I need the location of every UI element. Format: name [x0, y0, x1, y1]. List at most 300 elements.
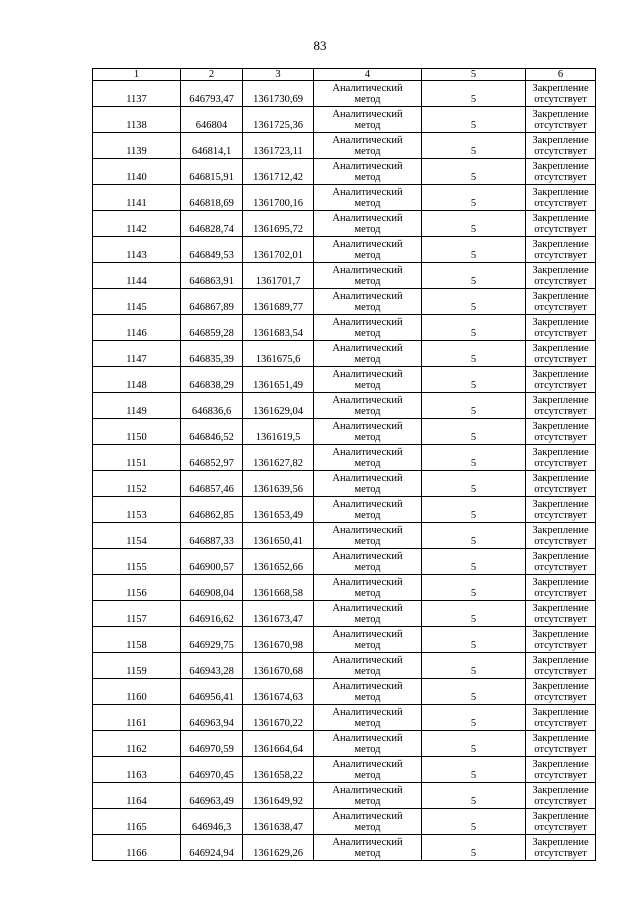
- method-cell-line: метод: [354, 405, 381, 417]
- table-row: [93, 107, 596, 133]
- method-cell-line: Аналитический: [332, 134, 403, 146]
- y-coordinate-cell: 1361670,22: [243, 705, 314, 731]
- fixation-cell: [526, 263, 596, 289]
- method-cell: [314, 393, 422, 419]
- point-number-cell: 1147: [93, 341, 181, 367]
- method-cell-line: метод: [354, 353, 381, 365]
- method-cell-line: метод: [354, 93, 381, 105]
- y-coordinate-cell: 1361629,26: [243, 835, 314, 861]
- fixation-cell-line: отсутствует: [534, 769, 587, 781]
- table-body: [93, 81, 596, 861]
- fixation-cell-line: Закрепление: [532, 758, 589, 770]
- table-row: [93, 263, 596, 289]
- y-coordinate-cell: 1361723,11: [243, 133, 314, 159]
- fixation-cell-line: Закрепление: [532, 420, 589, 432]
- fixation-cell-line: отсутствует: [534, 561, 587, 573]
- accuracy-cell: 5: [422, 627, 526, 653]
- y-coordinate-cell: 1361638,47: [243, 809, 314, 835]
- accuracy-cell: 5: [422, 185, 526, 211]
- fixation-cell: [526, 575, 596, 601]
- x-coordinate-cell: 646838,29: [181, 367, 243, 393]
- table-row: [93, 835, 596, 861]
- x-coordinate-cell: 646867,89: [181, 289, 243, 315]
- x-coordinate-cell: 646814,1: [181, 133, 243, 159]
- table-row: [93, 471, 596, 497]
- fixation-cell: [526, 81, 596, 107]
- fixation-cell: [526, 705, 596, 731]
- fixation-cell-line: отсутствует: [534, 301, 587, 313]
- method-cell: [314, 81, 422, 107]
- fixation-cell: [526, 393, 596, 419]
- accuracy-cell: 5: [422, 497, 526, 523]
- y-coordinate-cell: 1361700,16: [243, 185, 314, 211]
- point-number-cell: 1154: [93, 523, 181, 549]
- method-cell-line: Аналитический: [332, 212, 403, 224]
- accuracy-cell: 5: [422, 523, 526, 549]
- y-coordinate-cell: 1361730,69: [243, 81, 314, 107]
- table-row: [93, 133, 596, 159]
- table-row: [93, 445, 596, 471]
- table-row: [93, 81, 596, 107]
- fixation-cell-line: Закрепление: [532, 810, 589, 822]
- table-row: [93, 653, 596, 679]
- fixation-cell-line: Закрепление: [532, 732, 589, 744]
- table-row: [93, 731, 596, 757]
- method-cell-line: Аналитический: [332, 264, 403, 276]
- fixation-cell: [526, 627, 596, 653]
- method-cell-line: Аналитический: [332, 836, 403, 848]
- fixation-cell: [526, 731, 596, 757]
- x-coordinate-cell: 646929,75: [181, 627, 243, 653]
- table-row: [93, 679, 596, 705]
- table-row: [93, 549, 596, 575]
- method-cell-line: Аналитический: [332, 498, 403, 510]
- method-cell-line: метод: [354, 613, 381, 625]
- method-cell-line: Аналитический: [332, 108, 403, 120]
- method-cell-line: метод: [354, 483, 381, 495]
- accuracy-cell: 5: [422, 237, 526, 263]
- method-cell: [314, 419, 422, 445]
- fixation-cell: [526, 419, 596, 445]
- accuracy-cell: 5: [422, 315, 526, 341]
- x-coordinate-cell: 646916,62: [181, 601, 243, 627]
- y-coordinate-cell: 1361683,54: [243, 315, 314, 341]
- method-cell-line: метод: [354, 301, 381, 313]
- fixation-cell-line: отсутствует: [534, 847, 587, 859]
- fixation-cell-line: отсутствует: [534, 457, 587, 469]
- y-coordinate-cell: 1361627,82: [243, 445, 314, 471]
- x-coordinate-cell: 646835,39: [181, 341, 243, 367]
- accuracy-cell: 5: [422, 705, 526, 731]
- accuracy-cell: 5: [422, 549, 526, 575]
- point-number-cell: 1142: [93, 211, 181, 237]
- fixation-cell-line: отсутствует: [534, 93, 587, 105]
- accuracy-cell: 5: [422, 289, 526, 315]
- method-cell-line: Аналитический: [332, 446, 403, 458]
- fixation-cell: [526, 237, 596, 263]
- fixation-cell-line: Закрепление: [532, 186, 589, 198]
- fixation-cell-line: Закрепление: [532, 394, 589, 406]
- fixation-cell-line: отсутствует: [534, 691, 587, 703]
- point-number-cell: 1138: [93, 107, 181, 133]
- fixation-cell: [526, 679, 596, 705]
- method-cell-line: метод: [354, 431, 381, 443]
- method-cell: [314, 653, 422, 679]
- column-header: 4: [314, 69, 422, 81]
- method-cell-line: Аналитический: [332, 758, 403, 770]
- table-row: [93, 809, 596, 835]
- method-cell: [314, 107, 422, 133]
- y-coordinate-cell: 1361649,92: [243, 783, 314, 809]
- point-number-cell: 1151: [93, 445, 181, 471]
- y-coordinate-cell: 1361650,41: [243, 523, 314, 549]
- point-number-cell: 1155: [93, 549, 181, 575]
- fixation-cell-line: Закрепление: [532, 342, 589, 354]
- fixation-cell-line: отсутствует: [534, 275, 587, 287]
- method-cell-line: Аналитический: [332, 82, 403, 94]
- method-cell-line: метод: [354, 691, 381, 703]
- fixation-cell: [526, 185, 596, 211]
- y-coordinate-cell: 1361702,01: [243, 237, 314, 263]
- x-coordinate-cell: 646887,33: [181, 523, 243, 549]
- table-row: [93, 393, 596, 419]
- table-row: [93, 419, 596, 445]
- point-number-cell: 1148: [93, 367, 181, 393]
- point-number-cell: 1157: [93, 601, 181, 627]
- method-cell-line: Аналитический: [332, 602, 403, 614]
- point-number-cell: 1166: [93, 835, 181, 861]
- column-header: 5: [422, 69, 526, 81]
- fixation-cell: [526, 835, 596, 861]
- point-number-cell: 1145: [93, 289, 181, 315]
- method-cell-line: метод: [354, 223, 381, 235]
- table-row: [93, 341, 596, 367]
- method-cell-line: Аналитический: [332, 316, 403, 328]
- point-number-cell: 1165: [93, 809, 181, 835]
- method-cell: [314, 705, 422, 731]
- method-cell-line: метод: [354, 717, 381, 729]
- fixation-cell-line: отсутствует: [534, 639, 587, 651]
- fixation-cell: [526, 653, 596, 679]
- accuracy-cell: 5: [422, 367, 526, 393]
- method-cell-line: Аналитический: [332, 160, 403, 172]
- x-coordinate-cell: 646836,6: [181, 393, 243, 419]
- table-row: [93, 367, 596, 393]
- method-cell: [314, 601, 422, 627]
- point-number-cell: 1158: [93, 627, 181, 653]
- method-cell-line: метод: [354, 119, 381, 131]
- accuracy-cell: 5: [422, 211, 526, 237]
- table-row: [93, 523, 596, 549]
- x-coordinate-cell: 646863,91: [181, 263, 243, 289]
- fixation-cell-line: отсутствует: [534, 223, 587, 235]
- method-cell: [314, 237, 422, 263]
- method-cell-line: метод: [354, 795, 381, 807]
- method-cell-line: Аналитический: [332, 290, 403, 302]
- point-number-cell: 1163: [93, 757, 181, 783]
- method-cell: [314, 549, 422, 575]
- fixation-cell: [526, 341, 596, 367]
- method-cell-line: Аналитический: [332, 784, 403, 796]
- fixation-cell-line: Закрепление: [532, 212, 589, 224]
- table-row: [93, 159, 596, 185]
- y-coordinate-cell: 1361701,7: [243, 263, 314, 289]
- method-cell: [314, 445, 422, 471]
- fixation-cell: [526, 367, 596, 393]
- fixation-cell-line: отсутствует: [534, 821, 587, 833]
- fixation-cell-line: Закрепление: [532, 238, 589, 250]
- method-cell: [314, 367, 422, 393]
- method-cell: [314, 315, 422, 341]
- x-coordinate-cell: 646946,3: [181, 809, 243, 835]
- y-coordinate-cell: 1361658,22: [243, 757, 314, 783]
- x-coordinate-cell: 646859,28: [181, 315, 243, 341]
- fixation-cell-line: Закрепление: [532, 290, 589, 302]
- fixation-cell-line: Закрепление: [532, 602, 589, 614]
- method-cell-line: метод: [354, 561, 381, 573]
- fixation-cell: [526, 497, 596, 523]
- method-cell-line: Аналитический: [332, 238, 403, 250]
- method-cell-line: Аналитический: [332, 706, 403, 718]
- fixation-cell-line: Закрепление: [532, 628, 589, 640]
- y-coordinate-cell: 1361673,47: [243, 601, 314, 627]
- fixation-cell-line: отсутствует: [534, 145, 587, 157]
- method-cell: [314, 575, 422, 601]
- method-cell-line: Аналитический: [332, 342, 403, 354]
- column-header: 2: [181, 69, 243, 81]
- method-cell-line: метод: [354, 821, 381, 833]
- fixation-cell-line: Закрепление: [532, 576, 589, 588]
- y-coordinate-cell: 1361653,49: [243, 497, 314, 523]
- accuracy-cell: 5: [422, 107, 526, 133]
- fixation-cell: [526, 523, 596, 549]
- x-coordinate-cell: 646818,69: [181, 185, 243, 211]
- method-cell-line: Аналитический: [332, 680, 403, 692]
- y-coordinate-cell: 1361695,72: [243, 211, 314, 237]
- y-coordinate-cell: 1361689,77: [243, 289, 314, 315]
- x-coordinate-cell: 646924,94: [181, 835, 243, 861]
- method-cell-line: Аналитический: [332, 810, 403, 822]
- y-coordinate-cell: 1361712,42: [243, 159, 314, 185]
- fixation-cell: [526, 159, 596, 185]
- fixation-cell-line: Закрепление: [532, 368, 589, 380]
- fixation-cell-line: отсутствует: [534, 353, 587, 365]
- fixation-cell-line: отсутствует: [534, 431, 587, 443]
- column-header: 3: [243, 69, 314, 81]
- x-coordinate-cell: 646793,47: [181, 81, 243, 107]
- table-row: [93, 601, 596, 627]
- fixation-cell-line: Закрепление: [532, 524, 589, 536]
- accuracy-cell: 5: [422, 159, 526, 185]
- accuracy-cell: 5: [422, 757, 526, 783]
- x-coordinate-cell: 646849,53: [181, 237, 243, 263]
- y-coordinate-cell: 1361651,49: [243, 367, 314, 393]
- method-cell-line: Аналитический: [332, 654, 403, 666]
- point-number-cell: 1139: [93, 133, 181, 159]
- y-coordinate-cell: 1361725,36: [243, 107, 314, 133]
- table-row: [93, 289, 596, 315]
- accuracy-cell: 5: [422, 835, 526, 861]
- method-cell-line: метод: [354, 587, 381, 599]
- method-cell: [314, 133, 422, 159]
- point-number-cell: 1160: [93, 679, 181, 705]
- accuracy-cell: 5: [422, 809, 526, 835]
- fixation-cell-line: Закрепление: [532, 706, 589, 718]
- method-cell-line: Аналитический: [332, 368, 403, 380]
- fixation-cell-line: отсутствует: [534, 327, 587, 339]
- x-coordinate-cell: 646943,28: [181, 653, 243, 679]
- point-number-cell: 1161: [93, 705, 181, 731]
- method-cell-line: Аналитический: [332, 732, 403, 744]
- fixation-cell-line: Закрепление: [532, 784, 589, 796]
- method-cell-line: метод: [354, 197, 381, 209]
- x-coordinate-cell: 646852,97: [181, 445, 243, 471]
- x-coordinate-cell: 646815,91: [181, 159, 243, 185]
- method-cell-line: метод: [354, 769, 381, 781]
- x-coordinate-cell: 646963,49: [181, 783, 243, 809]
- method-cell: [314, 159, 422, 185]
- x-coordinate-cell: 646956,41: [181, 679, 243, 705]
- method-cell: [314, 757, 422, 783]
- method-cell-line: Аналитический: [332, 524, 403, 536]
- x-coordinate-cell: 646846,52: [181, 419, 243, 445]
- accuracy-cell: 5: [422, 601, 526, 627]
- fixation-cell-line: Закрепление: [532, 472, 589, 484]
- method-cell-line: метод: [354, 327, 381, 339]
- point-number-cell: 1141: [93, 185, 181, 211]
- accuracy-cell: 5: [422, 341, 526, 367]
- x-coordinate-cell: 646970,45: [181, 757, 243, 783]
- column-header: 6: [526, 69, 596, 81]
- fixation-cell-line: отсутствует: [534, 483, 587, 495]
- method-cell: [314, 783, 422, 809]
- method-cell: [314, 471, 422, 497]
- point-number-cell: 1152: [93, 471, 181, 497]
- table-row: [93, 211, 596, 237]
- x-coordinate-cell: 646804: [181, 107, 243, 133]
- point-number-cell: 1159: [93, 653, 181, 679]
- method-cell-line: Аналитический: [332, 550, 403, 562]
- method-cell: [314, 289, 422, 315]
- accuracy-cell: 5: [422, 81, 526, 107]
- method-cell: [314, 263, 422, 289]
- point-number-cell: 1143: [93, 237, 181, 263]
- method-cell-line: Аналитический: [332, 186, 403, 198]
- accuracy-cell: 5: [422, 679, 526, 705]
- point-number-cell: 1140: [93, 159, 181, 185]
- method-cell: [314, 211, 422, 237]
- method-cell: [314, 731, 422, 757]
- fixation-cell-line: Закрепление: [532, 264, 589, 276]
- method-cell-line: метод: [354, 249, 381, 261]
- page-number: 83: [313, 38, 327, 53]
- fixation-cell-line: Закрепление: [532, 316, 589, 328]
- table-row: [93, 237, 596, 263]
- fixation-cell-line: Закрепление: [532, 160, 589, 172]
- x-coordinate-cell: 646828,74: [181, 211, 243, 237]
- fixation-cell-line: отсутствует: [534, 119, 587, 131]
- fixation-cell: [526, 809, 596, 835]
- y-coordinate-cell: 1361668,58: [243, 575, 314, 601]
- accuracy-cell: 5: [422, 653, 526, 679]
- fixation-cell: [526, 107, 596, 133]
- table-row: [93, 627, 596, 653]
- method-cell-line: Аналитический: [332, 394, 403, 406]
- fixation-cell-line: Закрепление: [532, 498, 589, 510]
- method-cell: [314, 627, 422, 653]
- method-cell-line: метод: [354, 171, 381, 183]
- method-cell-line: Аналитический: [332, 628, 403, 640]
- y-coordinate-cell: 1361664,64: [243, 731, 314, 757]
- accuracy-cell: 5: [422, 445, 526, 471]
- fixation-cell: [526, 783, 596, 809]
- accuracy-cell: 5: [422, 419, 526, 445]
- y-coordinate-cell: 1361670,98: [243, 627, 314, 653]
- y-coordinate-cell: 1361652,66: [243, 549, 314, 575]
- table-row: [93, 705, 596, 731]
- fixation-cell-line: отсутствует: [534, 665, 587, 677]
- fixation-cell: [526, 471, 596, 497]
- method-cell-line: Аналитический: [332, 576, 403, 588]
- fixation-cell: [526, 549, 596, 575]
- method-cell-line: Аналитический: [332, 420, 403, 432]
- table-row: [93, 497, 596, 523]
- method-cell-line: метод: [354, 379, 381, 391]
- method-cell: [314, 679, 422, 705]
- accuracy-cell: 5: [422, 471, 526, 497]
- fixation-cell-line: отсутствует: [534, 717, 587, 729]
- method-cell-line: метод: [354, 457, 381, 469]
- fixation-cell: [526, 445, 596, 471]
- method-cell-line: метод: [354, 275, 381, 287]
- y-coordinate-cell: 1361629,04: [243, 393, 314, 419]
- accuracy-cell: 5: [422, 393, 526, 419]
- table-row: [93, 575, 596, 601]
- fixation-cell-line: отсутствует: [534, 249, 587, 261]
- fixation-cell: [526, 211, 596, 237]
- fixation-cell-line: Закрепление: [532, 134, 589, 146]
- accuracy-cell: 5: [422, 783, 526, 809]
- fixation-cell-line: отсутствует: [534, 795, 587, 807]
- fixation-cell-line: Закрепление: [532, 82, 589, 94]
- table-row: [93, 185, 596, 211]
- fixation-cell-line: отсутствует: [534, 509, 587, 521]
- fixation-cell-line: отсутствует: [534, 171, 587, 183]
- fixation-cell-line: Закрепление: [532, 680, 589, 692]
- y-coordinate-cell: 1361670,68: [243, 653, 314, 679]
- fixation-cell: [526, 315, 596, 341]
- point-number-cell: 1144: [93, 263, 181, 289]
- method-cell-line: метод: [354, 847, 381, 859]
- method-cell-line: Аналитический: [332, 472, 403, 484]
- method-cell-line: метод: [354, 535, 381, 547]
- point-number-cell: 1146: [93, 315, 181, 341]
- x-coordinate-cell: 646900,57: [181, 549, 243, 575]
- y-coordinate-cell: 1361619,5: [243, 419, 314, 445]
- accuracy-cell: 5: [422, 575, 526, 601]
- fixation-cell-line: отсутствует: [534, 613, 587, 625]
- fixation-cell: [526, 289, 596, 315]
- fixation-cell-line: Закрепление: [532, 108, 589, 120]
- method-cell-line: метод: [354, 665, 381, 677]
- point-number-cell: 1162: [93, 731, 181, 757]
- fixation-cell-line: Закрепление: [532, 446, 589, 458]
- x-coordinate-cell: 646963,94: [181, 705, 243, 731]
- fixation-cell-line: Закрепление: [532, 550, 589, 562]
- table-header-row: [93, 69, 596, 81]
- accuracy-cell: 5: [422, 263, 526, 289]
- method-cell: [314, 809, 422, 835]
